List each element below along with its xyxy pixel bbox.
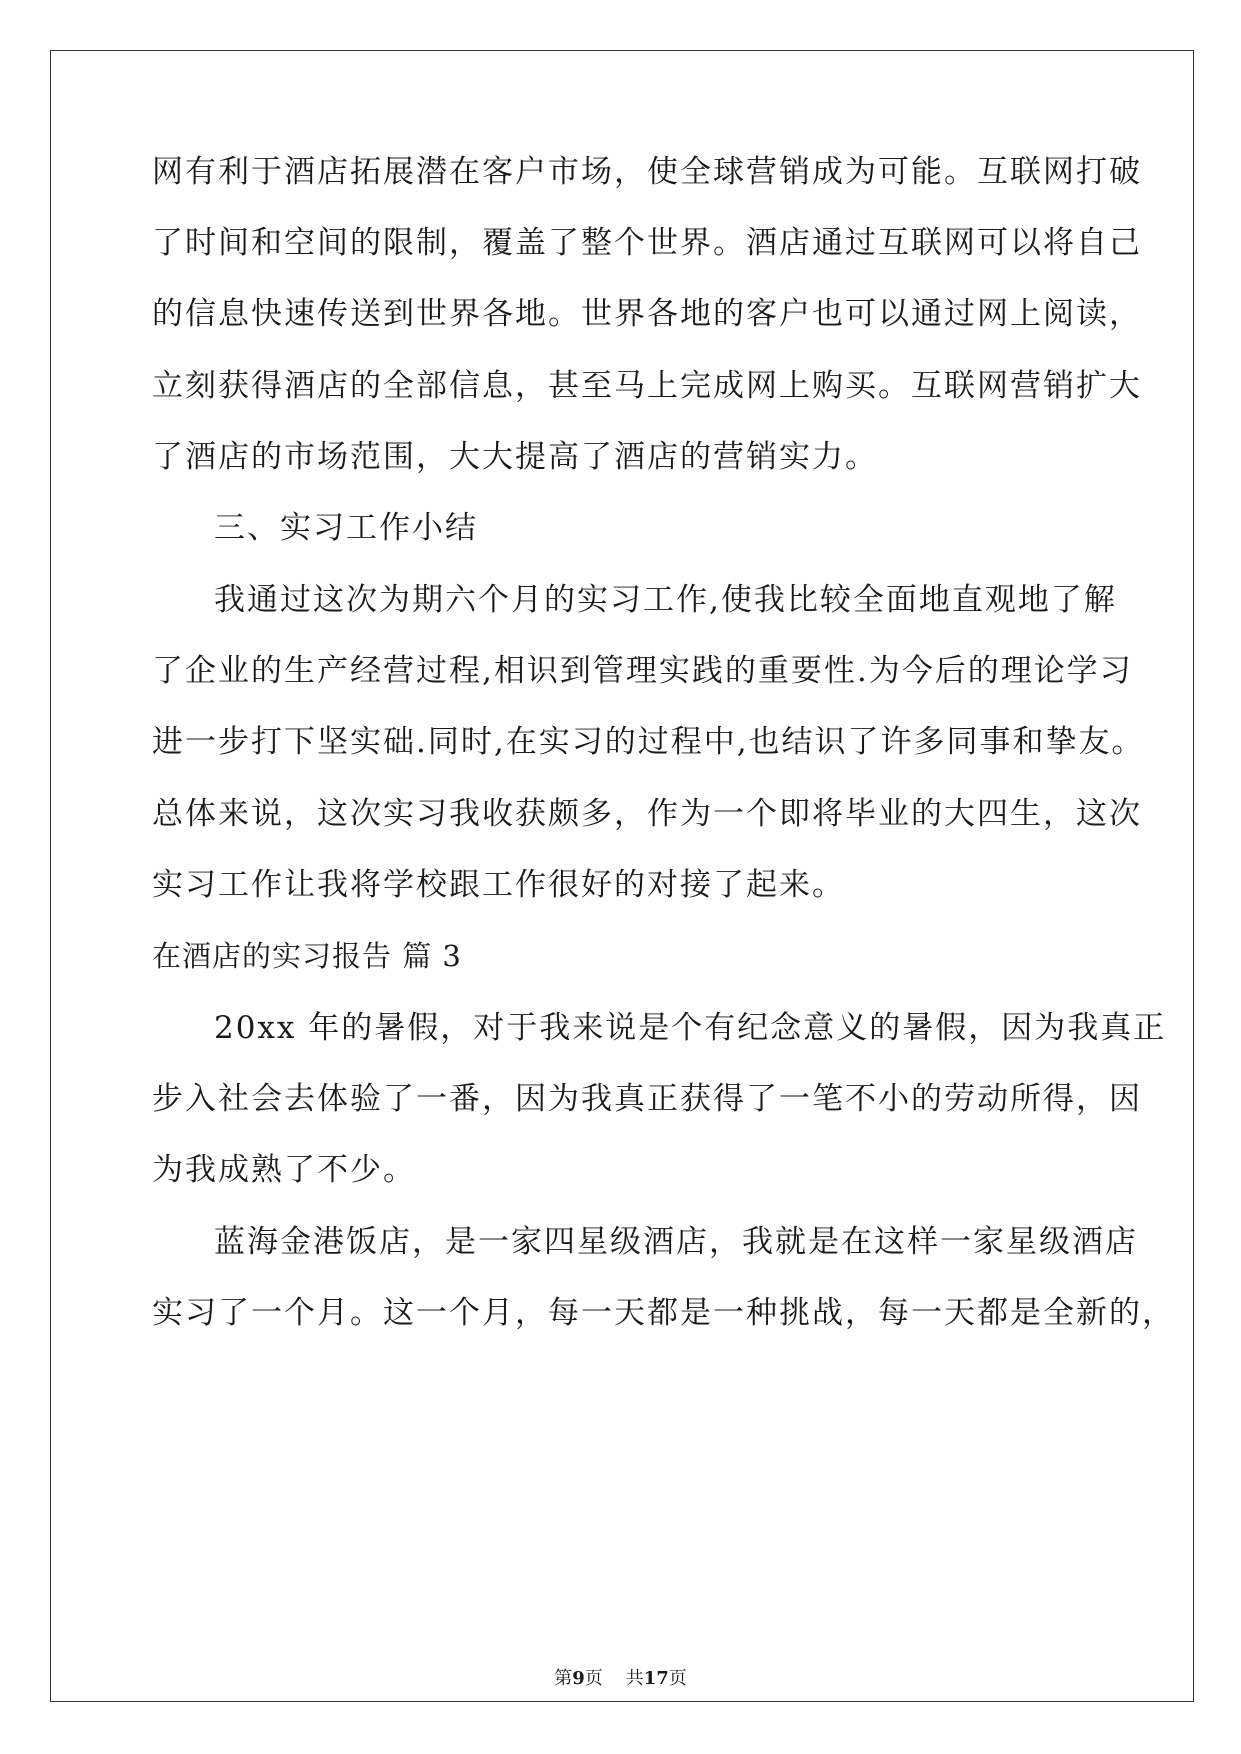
body-text-line: 步入社会去体验了一番，因为我真正获得了一笔不小的劳动所得，因	[152, 1081, 1142, 1117]
body-text-line: 进一步打下坚实础.同时,在实习的过程中,也结识了许多同事和挚友。	[152, 724, 1145, 760]
body-text-line: 网有利于酒店拓展潜在客户市场，使全球营销成为可能。互联网打破	[152, 154, 1142, 190]
total-suffix: 页	[668, 1668, 687, 1689]
page-number: 9	[572, 1668, 585, 1689]
body-text-line: 了时间和空间的限制，覆盖了整个世界。酒店通过互联网可以将自己	[152, 225, 1142, 261]
body-text-line: 了企业的生产经营过程,相识到管理实践的重要性.为今后的理论学习	[152, 653, 1133, 689]
body-text-line: 为我成熟了不少。	[152, 1152, 416, 1188]
page-suffix: 页	[584, 1668, 603, 1689]
body-text-line: 了酒店的市场范围，大大提高了酒店的营销实力。	[152, 439, 878, 475]
page-footer	[0, 1668, 1241, 1690]
body-text-line: 总体来说，这次实习我收获颇多，作为一个即将毕业的大四生，这次	[152, 796, 1142, 832]
body-text-line: 的信息快速传送到世界各地。世界各地的客户也可以通过网上阅读，	[152, 296, 1142, 332]
body-text-line: 我通过这次为期六个月的实习工作,使我比较全面地直观地了解	[214, 582, 1117, 618]
page-prefix: 第	[554, 1668, 573, 1689]
body-text-line: 蓝海金港饭店，是一家四星级酒店，我就是在这样一家星级酒店	[214, 1224, 1138, 1260]
total-prefix: 共	[625, 1668, 644, 1689]
body-text-line: 立刻获得酒店的全部信息，甚至马上完成网上购买。互联网营销扩大	[152, 368, 1142, 404]
section-heading: 三、实习工作小结	[214, 510, 478, 546]
body-text-line: 20xx 年的暑假，对于我来说是个有纪念意义的暑假，因为我真正	[214, 1010, 1167, 1046]
article-title: 在酒店的实习报告 篇 3	[152, 939, 462, 973]
total-pages: 17	[643, 1668, 669, 1689]
body-text-line: 实习了一个月。这一个月，每一天都是一种挑战，每一天都是全新的，	[152, 1295, 1175, 1331]
body-text-line: 实习工作让我将学校跟工作很好的对接了起来。	[152, 867, 845, 903]
